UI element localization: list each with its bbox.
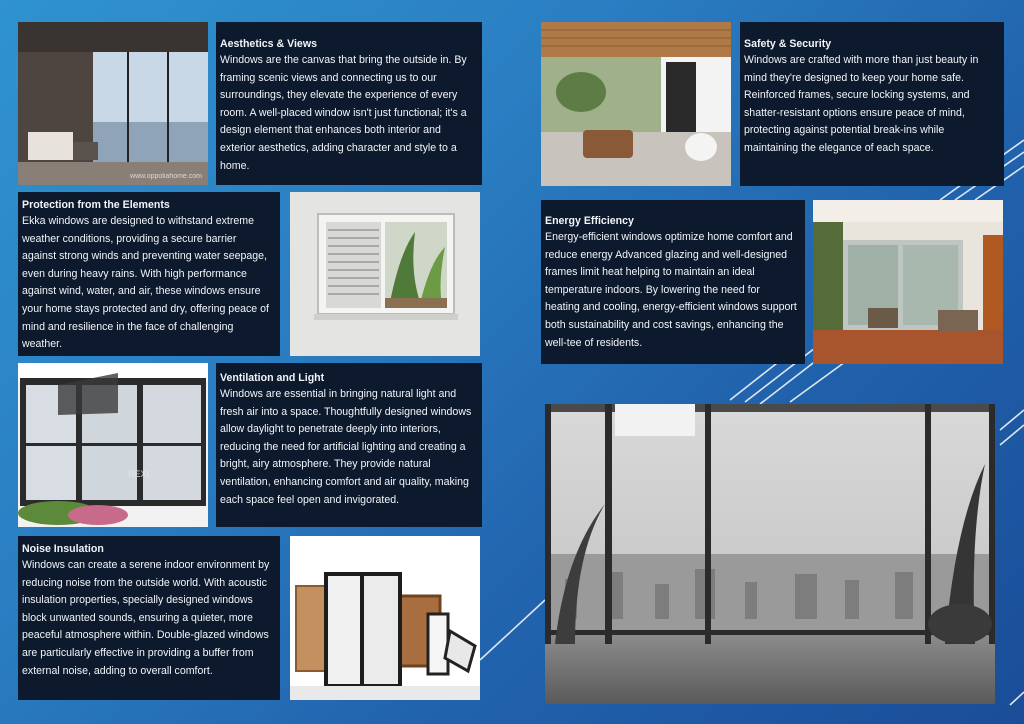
noise-photo <box>290 536 480 700</box>
watermark-text: www.oppoliahome.com <box>130 173 202 180</box>
ventilation-card <box>216 363 482 527</box>
safety-body: Windows are crafted with more than just beauty in mind they're designed to keep your home safe. Reinforced frames, secure locking systems, and shatter-resistant options ensure peace of mind, protecting against potential break-ins while maintaining the elegance of each space. <box>744 54 979 154</box>
noise-body: Windows can create a serene indoor environment by reducing noise from the outside world. With acoustic insulation properties, specially designed windows block unwanted sounds, ensuring a quieter, more peaceful atmosphere within. Double-glazed windows are particularly effective in providing a buffer from external noise, adding to overall comfort. <box>22 559 270 677</box>
panorama-photo <box>545 404 995 704</box>
noise-card <box>18 536 280 700</box>
watermark-text: REXI <box>128 469 150 479</box>
protection-title: Protection from the Elements <box>22 199 170 211</box>
energy-photo <box>813 200 1003 364</box>
protection-card <box>18 192 280 356</box>
aesthetics-photo <box>18 22 208 185</box>
aesthetics-card <box>216 22 482 185</box>
protection-photo <box>290 192 480 356</box>
energy-body: Energy-efficient windows optimize home comfort and reduce energy Advanced glazing and well-designed frames limit heat helping to maintain an ideal temperature indoors. By lowering the need for heating and cooling, energy-efficient windows support both sustainability and cost savings, enhancing the well-tee of residents. <box>545 231 797 349</box>
aesthetics-title: Aesthetics & Views <box>220 38 317 50</box>
safety-title: Safety & Security <box>744 38 832 50</box>
noise-title: Noise Insulation <box>22 543 104 555</box>
safety-photo <box>541 22 731 186</box>
ventilation-title: Ventilation and Light <box>220 372 325 384</box>
energy-title: Energy Efficiency <box>545 215 634 227</box>
energy-card <box>541 200 805 364</box>
safety-card <box>740 22 1004 186</box>
protection-body: Ekka windows are designed to withstand extreme weather conditions, providing a secure barrier against strong winds and preventing water seepage, even during heavy rains. With high performance against wind, water, and air, these windows ensure your home stays protected and dry, offering peace of mind and resilience in the face of challenging weather. <box>22 215 269 351</box>
ventilation-body: Windows are essential in bringing natural light and fresh air into a space. Thoughtfully designed windows allow daylight to penetrate deeply into interiors, reducing the need for artificial lighting and creating a bright, airy atmosphere. They provide natural ventilation, enhancing comfort and air quality, making each space feel open and invigorated. <box>220 388 472 506</box>
aesthetics-body: Windows are the canvas that bring the outside in. By framing scenic views and connecting us to our surroundings, they elevate the experience of every room. A well-placed window isn't just functional; it's a design element that enhances both interior and exterior aesthetics, adding character and style to a home. <box>220 54 467 172</box>
ventilation-photo <box>18 363 208 527</box>
